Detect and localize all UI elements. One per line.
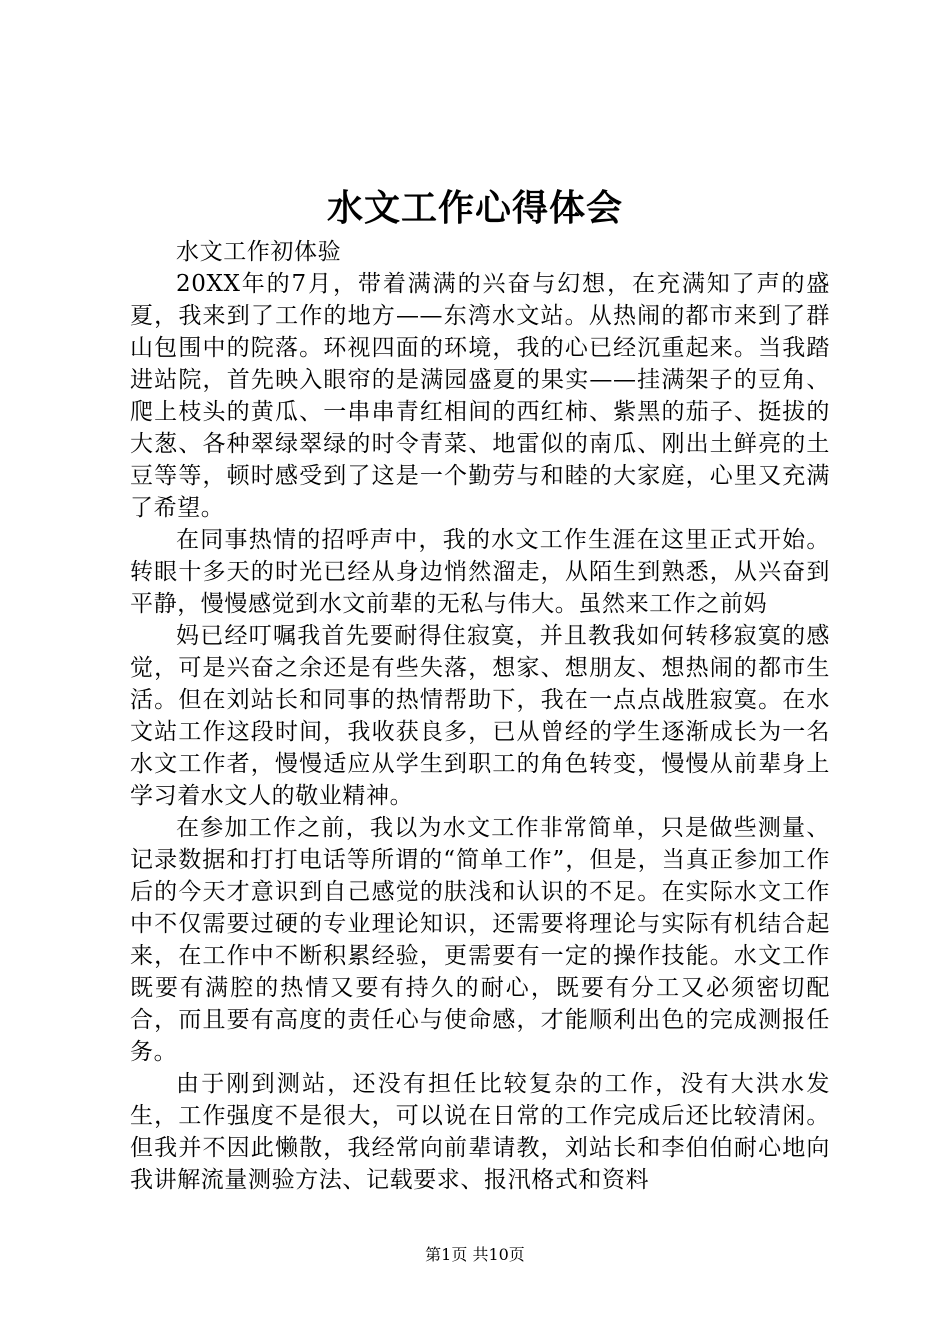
document-title: 水文工作心得体会 (326, 187, 623, 229)
paragraph: 由于刚到测站，还没有担任比较复杂的工作，没有大洪水发生，工作强度不是很大，可以说在日常的工作完成后还比较清闲。但我并不因此懒散，我经常向前辈请教，刘站长和李伯伯耐心地向我讲解流量测验方法、记载要求、报汛格式和资料 (130, 1071, 830, 1193)
paragraph-subtitle: 水文工作初体验 (176, 239, 342, 265)
paragraph: 妈已经叮嘱我首先要耐得住寂寞，并且教我如何转移寂寞的感觉，可是兴奋之余还是有些失落，想家、想朋友、想热闹的都市生活。但在刘站长和同事的热情帮助下，我在一点点战胜寂寞。在水文站工作这段时间，我收获良多，已从曾经的学生逐渐成长为一名水文工作者，慢慢适应从学生到职工的角色转变，慢慢从前辈身上学习着水文人的敬业精神。 (130, 623, 830, 809)
page-number: 第1页 共10页 (425, 1245, 525, 1264)
paragraph: 20XX年的7月，带着满满的兴奋与幻想，在充满知了声的盛夏，我来到了工作的地方——东湾水文站。从热闹的都市来到了群山包围中的院落。环视四面的环境，我的心已经沉重起来。当我踏进站院，首先映入眼帘的是满园盛夏的果实——挂满架子的豆角、爬上枝头的黄瓜、一串串青红相间的西红柿、紫黑的茄子、挺拔的大葱、各种翠绿翠绿的时令青菜、地雷似的南瓜、刚出土鲜亮的土豆等等，顿时感受到了这是一个勤劳与和睦的大家庭，心里又充满了希望。 (130, 271, 830, 521)
paragraph: 在同事热情的招呼声中，我的水文工作生涯在这里正式开始。转眼十多天的时光已经从身边悄然溜走，从陌生到熟悉，从兴奋到平静，慢慢感觉到水文前辈的无私与伟大。虽然来工作之前妈 (130, 527, 830, 617)
paragraph: 在参加工作之前，我以为水文工作非常简单，只是做些测量、记录数据和打打电话等所谓的“简单工作”，但是，当真正参加工作后的今天才意识到自己感觉的肤浅和认识的不足。在实际水文工作中不仅需要过硬的专业理论知识，还需要将理论与实际有机结合起来，在工作中不断积累经验，更需要有一定的操作技能。水文工作既要有满腔的热情又要有持久的耐心，既要有分工又必须密切配合，而且要有高度的责任心与使命感，才能顺利出色的完成测报任务。 (130, 815, 830, 1065)
document-body (130, 236, 830, 1196)
